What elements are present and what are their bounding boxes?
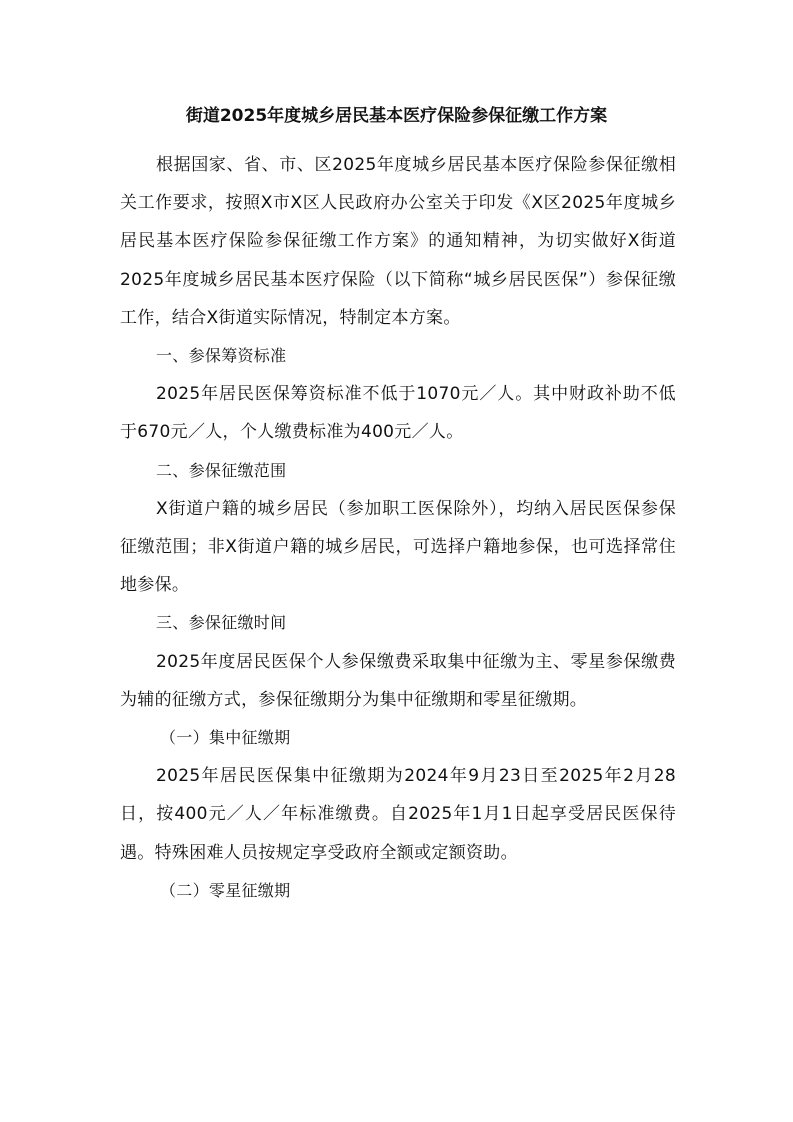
section-paragraph-time: 2025年度居民医保个人参保缴费采取集中征缴为主、零星参保缴费为辅的征缴方式，参保征缴期分为集中征缴期和零星征缴期。	[120, 651, 676, 710]
section-paragraph-funding: 2025年居民医保筹资标准不低于1070元／人。其中财政补助不低于670元／人，个人缴费标准为400元／人。	[120, 384, 676, 443]
section-heading-time: 三、参保征缴时间	[156, 613, 287, 633]
subsection-paragraph-concentrated: 2025年居民医保集中征缴期为2024年9月23日至2025年2月28日，按400元／人／年标准缴费。自2025年1月1日起享受居民医保待遇。特殊困难人员按规定享受政府全额或定额资助。	[120, 766, 676, 863]
subsection-heading-sporadic: （二）零星征缴期	[160, 880, 291, 900]
section-paragraph-scope: X街道户籍的城乡居民（参加职工医保除外），均纳入居民医保参保征缴范围；非X街道户籍的城乡居民，可选择户籍地参保，也可选择常住地参保。	[120, 498, 676, 596]
document-body	[120, 146, 676, 910]
document-title: 街道2025年度城乡居民基本医疗保险参保征缴工作方案	[185, 106, 608, 126]
section-heading-scope: 二、参保征缴范围	[156, 460, 287, 480]
section-heading-funding: 一、参保筹资标准	[156, 346, 287, 366]
subsection-heading-concentrated: （一）集中征缴期	[160, 728, 291, 748]
intro-paragraph: 根据国家、省、市、区2025年度城乡居民基本医疗保险参保征缴相关工作要求，按照X市X区人民政府办公室关于印发《X区2025年度城乡居民基本医疗保险参保征缴工作方案》的通知精神，为切实做好X街道2025年度城乡居民基本医疗保险（以下简称“城乡居民医保”）参保征缴工作，结合X街道实际情况，特制定本方案。	[120, 155, 676, 328]
